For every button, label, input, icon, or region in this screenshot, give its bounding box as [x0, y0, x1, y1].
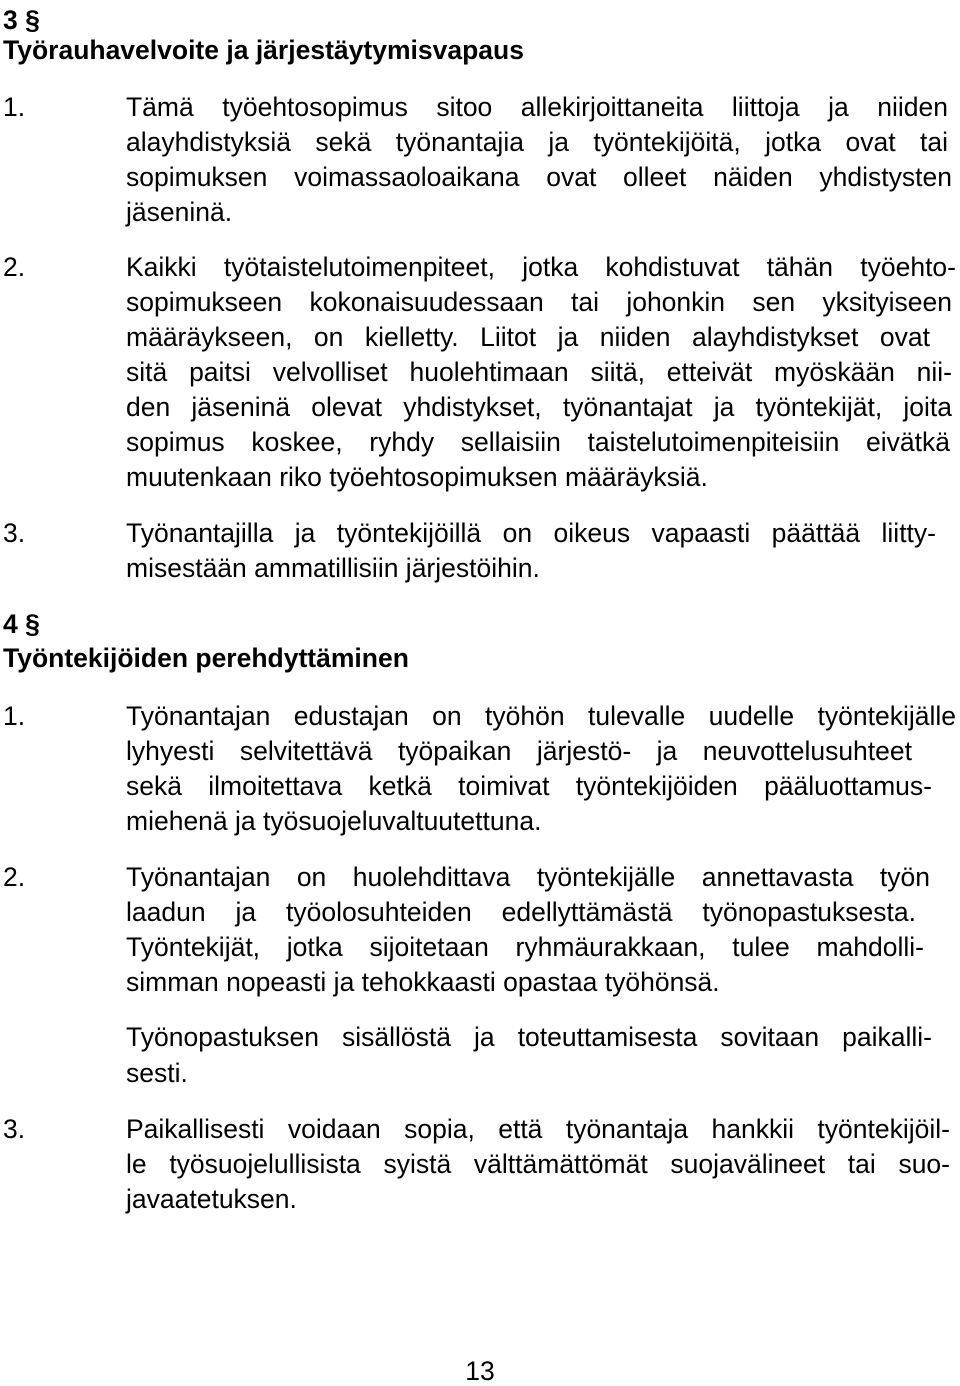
section-title: Työntekijöiden perehdyttäminen — [3, 643, 409, 673]
item-number: 2. — [3, 252, 26, 282]
item-text-line: le työsuojelullisista syistä välttämättömät suojavälineet tai suo- — [126, 1149, 950, 1179]
item-number: 2. — [3, 862, 26, 892]
item-text-line: sopimukseen kokonaisuudessaan tai johonkin sen yksityiseen — [126, 287, 952, 317]
item-text-line: simman nopeasti ja tehokkaasti opastaa työhönsä. — [126, 967, 720, 997]
item-text-line: sopimus koskee, ryhdy sellaisiin taistelutoimenpiteisiin eivätkä — [126, 427, 950, 457]
item-text-line: Työnantajilla ja työntekijöillä on oikeus vapaasti päättää liitty- — [126, 518, 936, 548]
item-number: 1. — [3, 701, 26, 731]
item-text-line: sitä paitsi velvolliset huolehtimaan siitä, etteivät myöskään nii- — [126, 357, 952, 387]
item-text-line: Työntekijät, jotka sijoitetaan ryhmäurakkaan, tulee mahdolli- — [126, 932, 924, 962]
item-text-line: misestään ammatillisiin järjestöihin. — [126, 553, 540, 583]
item-number: 3. — [3, 1114, 26, 1144]
section-number: 3 § — [3, 5, 40, 35]
item-text-line: miehenä ja työsuojeluvaltuutettuna. — [126, 806, 542, 836]
item-text-line: lyhyesti selvitettävä työpaikan järjestö- ja neuvottelusuhteet — [126, 736, 912, 766]
item-text-line: Kaikki työtaistelutoimenpiteet, jotka kohdistuvat tähän työehto- — [126, 252, 956, 282]
item-text-line: muutenkaan riko työehtosopimuksen määräyksiä. — [126, 462, 708, 492]
item-text-line: Tämä työehtosopimus sitoo allekirjoittaneita liittoja ja niiden — [126, 92, 948, 122]
item-number: 3. — [3, 518, 26, 548]
item-text-line: den jäseninä olevat yhdistykset, työnantajat ja työntekijät, joita — [126, 392, 952, 422]
section-number: 4 § — [3, 609, 40, 639]
item-text-line: Työnantajan edustajan on työhön tulevalle uudelle työntekijälle — [126, 701, 956, 731]
item-text-line: javaatetuksen. — [126, 1184, 297, 1214]
item-text-line: määräykseen, on kielletty. Liitot ja niiden alayhdistykset ovat — [126, 322, 930, 352]
item-text-line: Työnantajan on huolehdittava työntekijälle annettavasta työn — [126, 862, 930, 892]
item-text-line: sekä ilmoitettava ketkä toimivat työntekijöiden pääluottamus- — [126, 771, 932, 801]
page-number: 13 — [465, 1356, 495, 1386]
item-number: 1. — [3, 92, 26, 122]
item-text-line: sesti. — [126, 1058, 188, 1088]
item-text-line: Paikallisesti voidaan sopia, että työnantaja hankkii työntekijöil- — [126, 1114, 950, 1144]
section-title: Työrauhavelvoite ja järjestäytymisvapaus — [3, 35, 524, 65]
item-text-line: Työnopastuksen sisällöstä ja toteuttamisesta sovitaan paikalli- — [126, 1022, 932, 1052]
item-text-line: alayhdistyksiä sekä työnantajia ja työntekijöitä, jotka ovat tai — [126, 127, 948, 157]
item-text-line: jäseninä. — [126, 197, 233, 227]
item-text-line: sopimuksen voimassaoloaikana ovat olleet näiden yhdistysten — [126, 162, 952, 192]
item-text-line: laadun ja työolosuhteiden edellyttämästä työnopastuksesta. — [126, 897, 916, 927]
